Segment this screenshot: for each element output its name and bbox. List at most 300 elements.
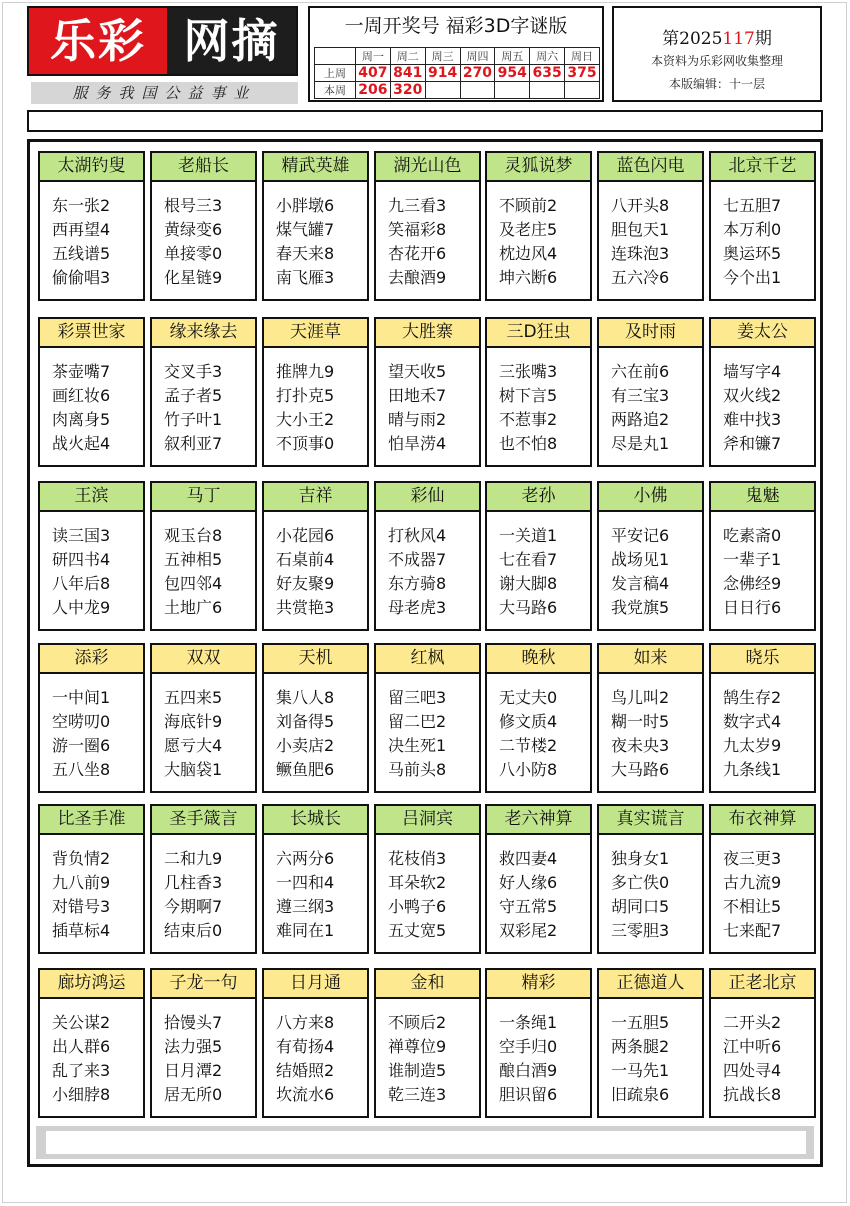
- puzzle-line: 大马路6: [499, 598, 558, 617]
- puzzle-card: [374, 968, 481, 1118]
- puzzle-line: 双火线2: [723, 386, 782, 405]
- puzzle-lines: [376, 999, 479, 1107]
- puzzle-line: 拾馒头7: [164, 1013, 223, 1032]
- logo-text-left: 乐彩: [29, 8, 167, 74]
- puzzle-line: 三零胆3: [611, 921, 670, 940]
- puzzle-line: 胆识留6: [499, 1085, 558, 1104]
- puzzle-line: 多亡佚0: [611, 873, 670, 892]
- puzzle-line: 好人缘6: [499, 873, 558, 892]
- puzzle-line: 二开头2: [723, 1013, 782, 1032]
- puzzle-line: 叙利亚7: [164, 434, 223, 453]
- puzzle-line: 二节楼2: [499, 736, 558, 755]
- puzzle-line: 谢大脚8: [499, 574, 558, 593]
- puzzle-title: 灵狐说梦: [487, 153, 590, 182]
- issue-editor: 本版编辑：十一层: [668, 77, 765, 91]
- puzzle-line: 本万利0: [723, 220, 782, 239]
- puzzle-line: 墙写字4: [723, 362, 782, 381]
- puzzle-line: 九条线1: [723, 760, 782, 779]
- puzzle-card: [262, 481, 369, 631]
- puzzle-title: 马丁: [152, 483, 255, 512]
- puzzle-title: 彩票世家: [40, 319, 143, 348]
- puzzle-title: 添彩: [40, 645, 143, 674]
- issue-info: [612, 6, 822, 102]
- draw-number: 841: [390, 65, 425, 82]
- puzzle-lines: [376, 348, 479, 456]
- puzzle-title: 圣手箴言: [152, 806, 255, 835]
- puzzle-card: [150, 643, 257, 793]
- puzzle-line: 石桌前4: [276, 550, 335, 569]
- puzzle-card: [709, 151, 816, 301]
- puzzle-card: [262, 804, 369, 954]
- puzzle-lines: [152, 999, 255, 1107]
- puzzle-line: 小细脖8: [52, 1085, 111, 1104]
- puzzle-title: 北京千艺: [711, 153, 814, 182]
- puzzle-lines: [487, 512, 590, 620]
- puzzle-line: 结束后0: [164, 921, 223, 940]
- puzzle-card: [150, 151, 257, 301]
- puzzle-line: 西再望4: [52, 220, 111, 239]
- puzzle-card: [709, 968, 816, 1118]
- puzzle-line: 海底针9: [164, 712, 223, 731]
- puzzle-lines: [40, 999, 143, 1107]
- puzzle-line: 两条腿2: [611, 1037, 670, 1056]
- puzzle-line: 交叉手3: [164, 362, 223, 381]
- puzzle-title: 吉祥: [264, 483, 367, 512]
- puzzle-title: 湖光山色: [376, 153, 479, 182]
- puzzle-line: 背负情2: [52, 849, 111, 868]
- day-header: 周三: [425, 48, 460, 65]
- puzzle-line: 谁制造5: [388, 1061, 447, 1080]
- puzzle-title: 精武英雄: [264, 153, 367, 182]
- puzzle-lines: [599, 512, 702, 620]
- draw-number: [460, 82, 495, 99]
- puzzle-title: 大胜寨: [376, 319, 479, 348]
- puzzle-line: 江中听6: [723, 1037, 782, 1056]
- puzzle-line: 乱了来3: [52, 1061, 111, 1080]
- puzzle-line: 七在看7: [499, 550, 558, 569]
- puzzle-line: 有三宝3: [611, 386, 670, 405]
- puzzle-lines: [487, 674, 590, 782]
- draw-number: 635: [530, 65, 565, 82]
- puzzle-line: 共赏艳3: [276, 598, 335, 617]
- puzzle-lines: [40, 835, 143, 943]
- puzzle-line: 法力强5: [164, 1037, 223, 1056]
- puzzle-lines: [376, 835, 479, 943]
- puzzle-lines: [152, 512, 255, 620]
- puzzle-card: [597, 804, 704, 954]
- puzzle-card: [597, 481, 704, 631]
- puzzle-line: 煤气罐7: [276, 220, 335, 239]
- puzzle-lines: [711, 999, 814, 1107]
- puzzle-grid: [27, 139, 823, 1167]
- puzzle-title: 彩仙: [376, 483, 479, 512]
- puzzle-lines: [599, 674, 702, 782]
- puzzle-line: 大马路6: [611, 760, 670, 779]
- draw-grid: [314, 47, 600, 99]
- puzzle-line: 九三看3: [388, 196, 447, 215]
- puzzle-line: 一辈子1: [723, 550, 782, 569]
- puzzle-line: 双彩尾2: [499, 921, 558, 940]
- logo-mark: [27, 6, 298, 76]
- puzzle-lines: [711, 182, 814, 290]
- puzzle-line: 平安记6: [611, 526, 670, 545]
- puzzle-line: 竹子叶1: [164, 410, 223, 429]
- puzzle-line: 人中龙9: [52, 598, 111, 617]
- puzzle-card: [150, 968, 257, 1118]
- puzzle-line: 六两分6: [276, 849, 335, 868]
- puzzle-lines: [487, 999, 590, 1107]
- this-week-label: 本周: [315, 82, 356, 99]
- puzzle-lines: [40, 674, 143, 782]
- puzzle-line: 难同在1: [276, 921, 335, 940]
- puzzle-line: 对错号3: [52, 897, 111, 916]
- puzzle-line: 鹄生存2: [723, 688, 782, 707]
- puzzle-line: 鸟儿叫2: [611, 688, 670, 707]
- puzzle-line: 一五胆5: [611, 1013, 670, 1032]
- draw-number: 206: [356, 82, 391, 99]
- puzzle-title: 蓝色闪电: [599, 153, 702, 182]
- puzzle-line: 修文质4: [499, 712, 558, 731]
- puzzle-line: 去酿酒9: [388, 268, 447, 287]
- puzzle-title: 长城长: [264, 806, 367, 835]
- puzzle-line: 八年后8: [52, 574, 111, 593]
- puzzle-line: 五神相5: [164, 550, 223, 569]
- puzzle-line: 七来配7: [723, 921, 782, 940]
- puzzle-line: 酿白酒9: [499, 1061, 558, 1080]
- puzzle-lines: [264, 182, 367, 290]
- puzzle-card: [38, 481, 145, 631]
- puzzle-line: 无丈夫0: [499, 688, 558, 707]
- draw-table-title: 一周开奖号 福彩3D字谜版: [344, 15, 568, 37]
- draw-number: [530, 82, 565, 99]
- puzzle-lines: [599, 835, 702, 943]
- puzzle-line: 晴与雨2: [388, 410, 447, 429]
- puzzle-line: 战火起4: [52, 434, 111, 453]
- day-header: 周四: [460, 48, 495, 65]
- puzzle-card: [485, 968, 592, 1118]
- logo-text-right: 网摘: [167, 8, 296, 74]
- puzzle-line: 画红妆6: [52, 386, 111, 405]
- puzzle-title: 真实谎言: [599, 806, 702, 835]
- puzzle-line: 今个出1: [723, 268, 782, 287]
- puzzle-line: 大脑袋1: [164, 760, 223, 779]
- puzzle-title: 老六神算: [487, 806, 590, 835]
- puzzle-line: 打扑克5: [276, 386, 335, 405]
- draw-number: 320: [390, 82, 425, 99]
- puzzle-card: [262, 643, 369, 793]
- puzzle-title: 精彩: [487, 970, 590, 999]
- puzzle-line: 肉离身5: [52, 410, 111, 429]
- puzzle-card: [709, 317, 816, 467]
- draw-number: [495, 82, 530, 99]
- puzzle-line: 五四来5: [164, 688, 223, 707]
- puzzle-line: 抗战长8: [723, 1085, 782, 1104]
- puzzle-title: 三D狂虫: [487, 319, 590, 348]
- puzzle-line: 耳朵软2: [388, 873, 447, 892]
- puzzle-line: 树下言5: [499, 386, 558, 405]
- puzzle-line: 一关道1: [499, 526, 558, 545]
- puzzle-card: [150, 804, 257, 954]
- puzzle-line: 夜未央3: [611, 736, 670, 755]
- puzzle-line: 二和九9: [164, 849, 223, 868]
- puzzle-line: 不成器7: [388, 550, 447, 569]
- puzzle-title: 子龙一句: [152, 970, 255, 999]
- puzzle-lines: [376, 512, 479, 620]
- puzzle-title: 吕洞宾: [376, 806, 479, 835]
- puzzle-card: [262, 317, 369, 467]
- puzzle-line: 独身女1: [611, 849, 670, 868]
- puzzle-line: 茶壶嘴7: [52, 362, 111, 381]
- puzzle-line: 斧和镰7: [723, 434, 782, 453]
- puzzle-line: 旧疏泉6: [611, 1085, 670, 1104]
- puzzle-line: 关公谋2: [52, 1013, 111, 1032]
- day-header: 周日: [565, 48, 600, 65]
- puzzle-lines: [152, 348, 255, 456]
- puzzle-title: 鬼魅: [711, 483, 814, 512]
- puzzle-line: 坤六断6: [499, 268, 558, 287]
- puzzle-line: 五六冷6: [611, 268, 670, 287]
- puzzle-title: 老孙: [487, 483, 590, 512]
- puzzle-card: [150, 317, 257, 467]
- puzzle-lines: [599, 999, 702, 1107]
- puzzle-title: 天机: [264, 645, 367, 674]
- puzzle-line: 小鸭子6: [388, 897, 447, 916]
- weekly-draw-table: [308, 6, 604, 102]
- puzzle-line: 包四邻4: [164, 574, 223, 593]
- puzzle-line: 杏花开6: [388, 244, 447, 263]
- puzzle-card: [597, 151, 704, 301]
- draw-days-row: [315, 48, 600, 65]
- puzzle-line: 马前头8: [388, 760, 447, 779]
- puzzle-title: 王滨: [40, 483, 143, 512]
- puzzle-line: 居无所0: [164, 1085, 223, 1104]
- puzzle-line: 有荀扬4: [276, 1037, 335, 1056]
- puzzle-line: 四处寻4: [723, 1061, 782, 1080]
- puzzle-line: 八开头8: [611, 196, 670, 215]
- puzzle-line: 五丈宽5: [388, 921, 447, 940]
- puzzle-line: 不顾前2: [499, 196, 558, 215]
- puzzle-title: 布衣神算: [711, 806, 814, 835]
- puzzle-line: 发言稿4: [611, 574, 670, 593]
- puzzle-line: 决生死1: [388, 736, 447, 755]
- puzzle-line: 笑福彩8: [388, 220, 447, 239]
- puzzle-line: 化星链9: [164, 268, 223, 287]
- logo: [27, 6, 298, 104]
- puzzle-card: [485, 643, 592, 793]
- puzzle-line: 及老庄5: [499, 220, 558, 239]
- puzzle-line: 一条绳1: [499, 1013, 558, 1032]
- day-header: 周二: [390, 48, 425, 65]
- puzzle-line: 守五常5: [499, 897, 558, 916]
- puzzle-lines: [264, 835, 367, 943]
- puzzle-line: 东方骑8: [388, 574, 447, 593]
- this-week-row: [315, 82, 600, 99]
- draw-number: 375: [565, 65, 600, 82]
- puzzle-line: 空唠叨0: [52, 712, 111, 731]
- puzzle-lines: [264, 348, 367, 456]
- puzzle-line: 枕边风4: [499, 244, 558, 263]
- footer-bar: [36, 1126, 814, 1159]
- day-header: 周五: [495, 48, 530, 65]
- puzzle-card: [374, 643, 481, 793]
- puzzle-line: 花枝俏3: [388, 849, 447, 868]
- puzzle-line: 根号三3: [164, 196, 223, 215]
- puzzle-card: [38, 643, 145, 793]
- puzzle-card: [374, 481, 481, 631]
- puzzle-line: 小胖墩6: [276, 196, 335, 215]
- puzzle-line: 读三国3: [52, 526, 111, 545]
- puzzle-lines: [599, 348, 702, 456]
- puzzle-card: [597, 643, 704, 793]
- logo-slogan: 服务我国公益事业: [31, 82, 298, 104]
- puzzle-line: 难中找3: [723, 410, 782, 429]
- puzzle-card: [38, 151, 145, 301]
- puzzle-lines: [264, 999, 367, 1107]
- puzzle-card: [709, 481, 816, 631]
- puzzle-line: 田地禾7: [388, 386, 447, 405]
- puzzle-title: 小佛: [599, 483, 702, 512]
- day-header: 周一: [356, 48, 391, 65]
- puzzle-line: 怕旱涝4: [388, 434, 447, 453]
- puzzle-lines: [40, 182, 143, 290]
- puzzle-line: 一中间1: [52, 688, 111, 707]
- puzzle-title: 金和: [376, 970, 479, 999]
- puzzle-card: [38, 317, 145, 467]
- puzzle-lines: [376, 182, 479, 290]
- puzzle-line: 九太岁9: [723, 736, 782, 755]
- puzzle-line: 小花园6: [276, 526, 335, 545]
- puzzle-line: 好友聚9: [276, 574, 335, 593]
- puzzle-lines: [264, 674, 367, 782]
- puzzle-line: 三张嘴3: [499, 362, 558, 381]
- puzzle-line: 留二巴2: [388, 712, 447, 731]
- puzzle-card: [709, 643, 816, 793]
- puzzle-line: 八方来8: [276, 1013, 335, 1032]
- puzzle-line: 五八坐8: [52, 760, 111, 779]
- puzzle-line: 插草标4: [52, 921, 111, 940]
- puzzle-lines: [152, 182, 255, 290]
- puzzle-title: 老船长: [152, 153, 255, 182]
- puzzle-line: 念佛经9: [723, 574, 782, 593]
- puzzle-title: 太湖钓叟: [40, 153, 143, 182]
- puzzle-line: 两路追2: [611, 410, 670, 429]
- puzzle-lines: [711, 348, 814, 456]
- last-week-label: 上周: [315, 65, 356, 82]
- puzzle-title: 正德道人: [599, 970, 702, 999]
- puzzle-title: 天涯草: [264, 319, 367, 348]
- puzzle-line: 战场见1: [611, 550, 670, 569]
- puzzle-title: 廊坊鸿运: [40, 970, 143, 999]
- puzzle-line: 空手归0: [499, 1037, 558, 1056]
- puzzle-title: 缘来缘去: [152, 319, 255, 348]
- puzzle-line: 日月潭2: [164, 1061, 223, 1080]
- puzzle-line: 八小防8: [499, 760, 558, 779]
- puzzle-line: 不相让5: [723, 897, 782, 916]
- puzzle-line: 吃素斋0: [723, 526, 782, 545]
- puzzle-line: 乾三连3: [388, 1085, 447, 1104]
- issue-prefix: 第2025: [662, 29, 723, 49]
- puzzle-line: 日日行6: [723, 598, 782, 617]
- draw-number: 954: [495, 65, 530, 82]
- puzzle-line: 推牌九9: [276, 362, 335, 381]
- puzzle-line: 愿亏大4: [164, 736, 223, 755]
- puzzle-line: 刘备得5: [276, 712, 335, 731]
- puzzle-line: 鳜鱼肥6: [276, 760, 335, 779]
- puzzle-line: 今期啊7: [164, 897, 223, 916]
- puzzle-lines: [487, 348, 590, 456]
- puzzle-card: [374, 804, 481, 954]
- puzzle-line: 不顾后2: [388, 1013, 447, 1032]
- puzzle-line: 南飞雁3: [276, 268, 335, 287]
- puzzle-line: 糊一时5: [611, 712, 670, 731]
- puzzle-line: 结婚照2: [276, 1061, 335, 1080]
- puzzle-lines: [487, 182, 590, 290]
- puzzle-line: 不惹事2: [499, 410, 558, 429]
- day-header: 周六: [530, 48, 565, 65]
- puzzle-line: 遵三纲3: [276, 897, 335, 916]
- draw-number: 914: [425, 65, 460, 82]
- puzzle-line: 六在前6: [611, 362, 670, 381]
- puzzle-title: 如来: [599, 645, 702, 674]
- puzzle-line: 黄绿变6: [164, 220, 223, 239]
- footer-bar-inner: [46, 1131, 806, 1154]
- issue-number-line: [614, 24, 820, 49]
- puzzle-line: 研四书4: [52, 550, 111, 569]
- puzzle-line: 游一圈6: [52, 736, 111, 755]
- puzzle-lines: [264, 512, 367, 620]
- puzzle-line: 胡同口5: [611, 897, 670, 916]
- puzzle-line: 孟子者5: [164, 386, 223, 405]
- puzzle-card: [38, 804, 145, 954]
- draw-number: 407: [356, 65, 391, 82]
- puzzle-lines: [40, 348, 143, 456]
- puzzle-line: 胆包天1: [611, 220, 670, 239]
- puzzle-lines: [711, 674, 814, 782]
- puzzle-line: 也不怕8: [499, 434, 558, 453]
- puzzle-line: 望天收5: [388, 362, 447, 381]
- puzzle-line: 几柱香3: [164, 873, 223, 892]
- issue-source: 本资料为乐彩网收集整理: [650, 54, 783, 68]
- puzzle-card: [262, 968, 369, 1118]
- puzzle-lines: [152, 674, 255, 782]
- notice-bar: [27, 110, 823, 132]
- puzzle-line: 一马先1: [611, 1061, 670, 1080]
- puzzle-card: [374, 151, 481, 301]
- puzzle-line: 古九流9: [723, 873, 782, 892]
- puzzle-line: 禅尊位9: [388, 1037, 447, 1056]
- puzzle-line: 东一张2: [52, 196, 111, 215]
- puzzle-card: [709, 804, 816, 954]
- puzzle-card: [485, 151, 592, 301]
- puzzle-line: 我党旗5: [611, 598, 670, 617]
- draw-number: [565, 82, 600, 99]
- puzzle-lines: [152, 835, 255, 943]
- puzzle-title: 正老北京: [711, 970, 814, 999]
- puzzle-line: 打秋风4: [388, 526, 447, 545]
- puzzle-line: 一四和4: [276, 873, 335, 892]
- puzzle-lines: [487, 835, 590, 943]
- puzzle-line: 小卖店2: [276, 736, 335, 755]
- issue-number: 117: [722, 29, 755, 49]
- puzzle-line: 连珠泡3: [611, 244, 670, 263]
- puzzle-title: 日月通: [264, 970, 367, 999]
- puzzle-line: 单接零0: [164, 244, 223, 263]
- last-week-row: [315, 65, 600, 82]
- puzzle-line: 九八前9: [52, 873, 111, 892]
- puzzle-line: 集八人8: [276, 688, 335, 707]
- puzzle-card: [597, 317, 704, 467]
- puzzle-line: 土地广6: [164, 598, 223, 617]
